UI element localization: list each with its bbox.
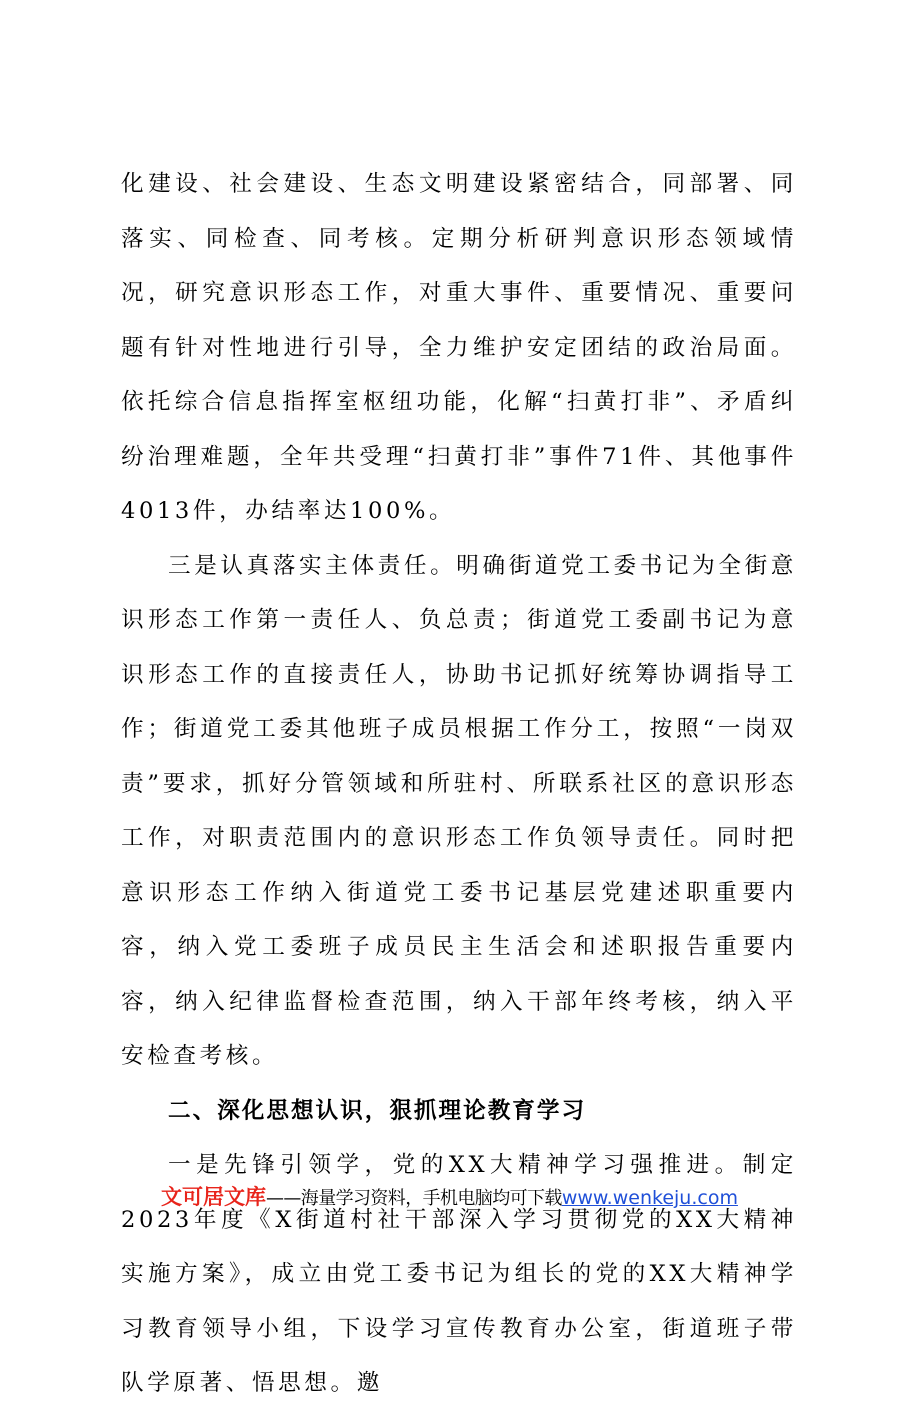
section-heading: 二、深化思想认识，狠抓理论教育学习: [168, 1097, 587, 1124]
footer-website-link[interactable]: www.wenkeju.com: [561, 1187, 738, 1209]
footer-banner: [161, 1182, 801, 1212]
paragraph-continuation: 化建设、社会建设、生态文明建设紧密结合，同部署、同落实、同检查、同考核。定期分析研判意识形态领域情况，研究意识形态工作，对重大事件、重要情况、重要问题有针对性地进行引导，全力维护安定团结的政治局面。依托综合信息指挥室枢纽功能，化解“扫黄打非”、矛盾纠纷治理难题，全年共受理“扫黄打非”事件71件、其他事件4013件，办结率达100%。: [121, 171, 797, 524]
document-body: [121, 157, 797, 1411]
footer-tagline: ——海量学习资料，手机电脑均可下载: [266, 1188, 562, 1209]
paragraph-pioneer-learning: 一是先锋引领学，党的XX大精神学习强推进。制定2023年度《X街道村社干部深入学习贯彻党的XX大精神实施方案》，成立由党工委书记为组长的党的XX大精神学习教育领导小组，下设学习宣传教育办公室，街道班子带队学原著、悟思想。邀: [121, 1152, 797, 1396]
paragraph-main-responsibility: 三是认真落实主体责任。明确街道党工委书记为全街意识形态工作第一责任人、负总责；街道党工委副书记为意识形态工作的直接责任人，协助书记抓好统筹协调指导工作；街道党工委其他班子成员根据工作分工，按照“一岗双责”要求，抓好分管领域和所驻村、所联系社区的意识形态工作，对职责范围内的意识形态工作负领导责任。同时把意识形态工作纳入街道党工委书记基层党建述职重要内容，纳入党工委班子成员民主生活会和述职报告重要内容，纳入纪律监督检查范围，纳入干部年终考核，纳入平安检查考核。: [121, 552, 797, 1069]
footer-brand: 文可居文库: [161, 1185, 266, 1209]
